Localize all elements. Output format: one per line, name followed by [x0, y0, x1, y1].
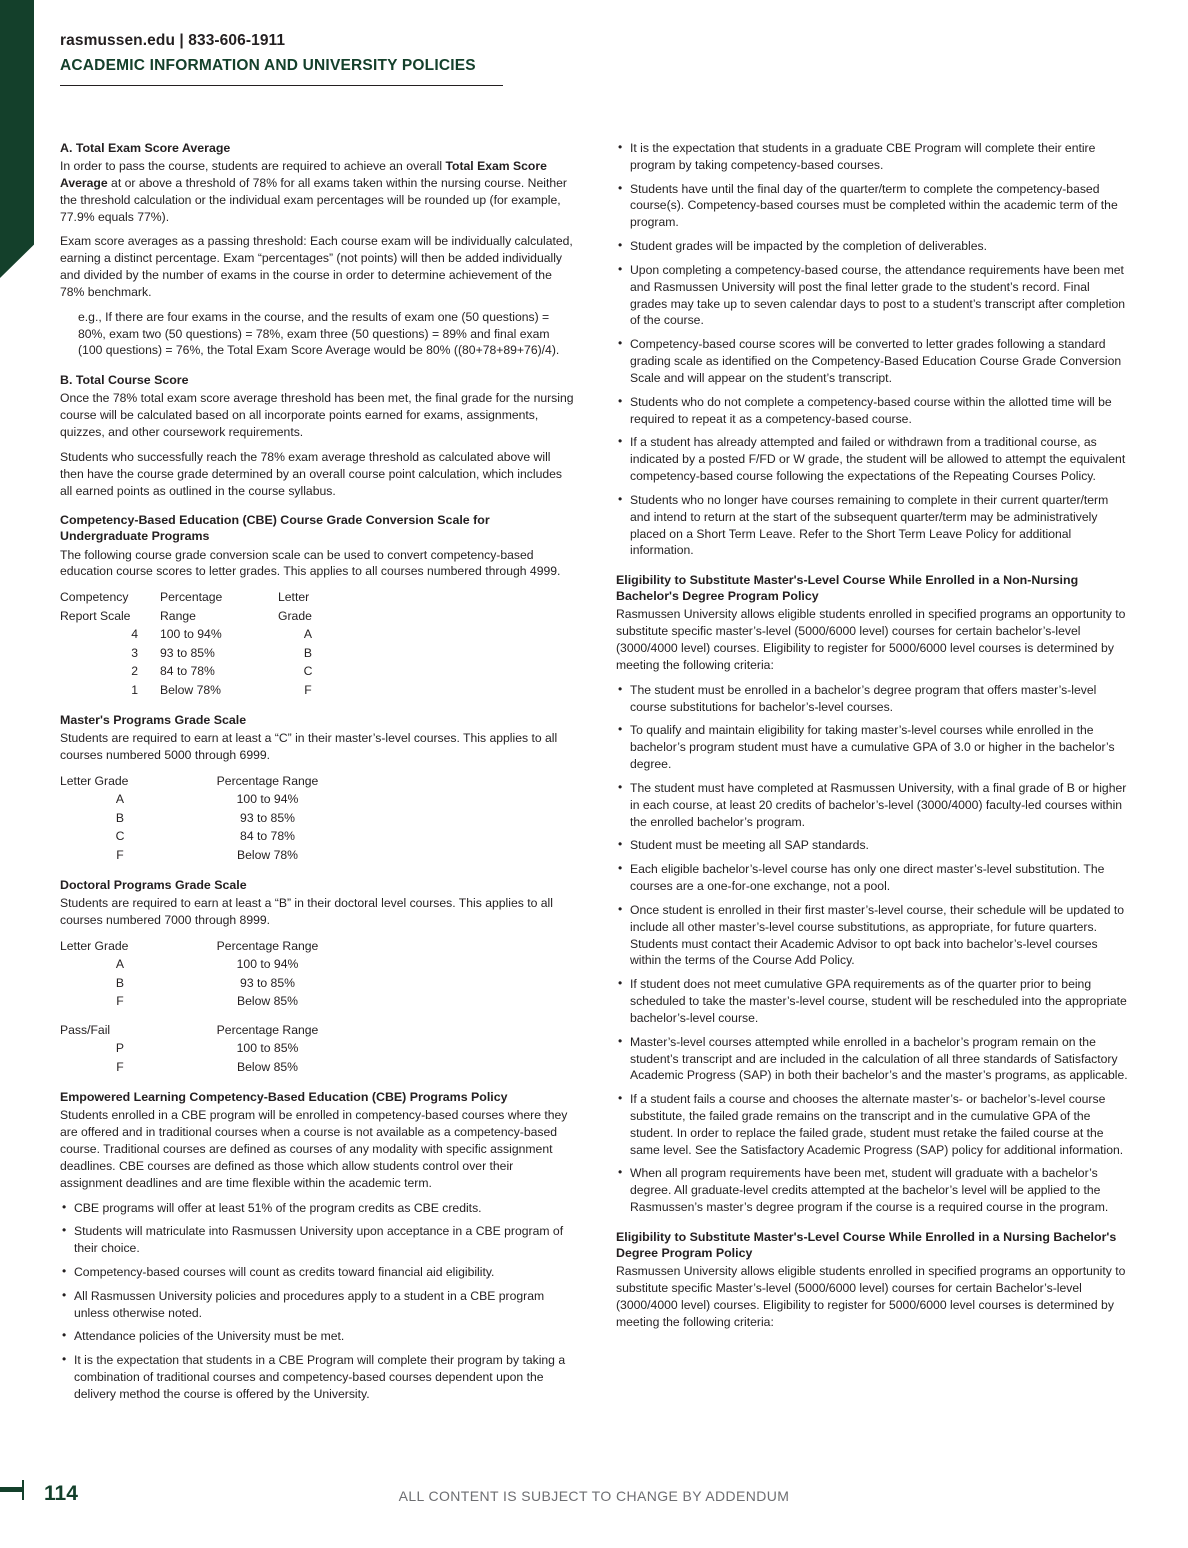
table-row — [60, 1058, 355, 1076]
cell-competency: 1 — [131, 682, 138, 697]
column-header-report-scale: Report Scale — [60, 608, 131, 623]
cell-range: Below 78% — [237, 847, 298, 862]
cell-range: 93 to 85% — [160, 645, 215, 660]
table-cbe-grade-conversion — [60, 588, 338, 699]
list-item: • Student must be meeting all SAP standards. — [616, 837, 1130, 854]
paragraph-exam-threshold — [60, 158, 574, 225]
cell-letter: A — [115, 792, 125, 807]
list-item: • Students who no longer have courses remaining to complete in their current quarter/term and intend to return at the start of the subsequent quarter/term may be administratively placed on a Short Term Leave. Refer to the Short Term Leave Policy for additional information. — [616, 492, 1130, 559]
left-column — [60, 140, 574, 1411]
list-item: • If a student has already attempted and failed or withdrawn from a traditional course, as indicated by a posted F/FD or W grade, the student will be allowed to attempt the equivalent competency-based course following the expectations of the Repeating Courses Policy. — [616, 434, 1130, 484]
list-item: • When all program requirements have been met, student will graduate with a bachelor’s degree. All graduate-level credits attempted at the bachelor’s level will be applied to the Rasmussen’s master’s degree program if the course is a required course in the program. — [616, 1165, 1130, 1215]
decorative-corner-wedge — [0, 0, 34, 278]
paragraph-masters-intro: Students are required to earn at least a “C” in their master’s-level courses. This applies to all courses numbered 5000 through 6999. — [60, 731, 558, 762]
column-header-percentage: Percentage — [160, 590, 223, 605]
list-item: • The student must be enrolled in a bachelor’s degree program that offers master’s-level course substitutions for bachelor’s-level courses. — [616, 682, 1130, 716]
cell-range: 100 to 94% — [160, 627, 222, 642]
paragraph-course-score-2: Students who successfully reach the 78% exam average threshold as calculated above will then have the course grade determined by an overall course point calculation, which includes all earned points as outlined in the course syllabus. — [60, 449, 563, 498]
table-header-row — [60, 772, 355, 790]
paragraph-nursing-intro: Rasmussen University allows eligible students enrolled in specified programs an opportunity to substitute specific Master’s-level (5000/6000 level) courses for certain Bachelor’s-level (3000/4000 level) courses. Eligibility to register for 5000/6000 level courses is determined by meeting the following criteria: — [616, 1264, 1126, 1329]
column-header-range: Range — [160, 608, 196, 623]
section-heading-doctoral-grade-scale: Doctoral Programs Grade Scale — [60, 878, 247, 893]
list-item: • All Rasmussen University policies and procedures apply to a student in a CBE program unless otherwise noted. — [60, 1288, 574, 1322]
cell-range: 100 to 94% — [236, 792, 299, 807]
section-heading-substitute-non-nursing: Eligibility to Substitute Master's-Level Course While Enrolled in a Non-Nursing Bachelor's Degree Program Policy — [616, 573, 1079, 604]
cell-range: 100 to 94% — [236, 957, 299, 972]
header-divider — [60, 85, 503, 86]
cell-letter: F — [116, 994, 124, 1009]
cell-range: 93 to 85% — [240, 810, 295, 825]
page-header — [60, 32, 530, 86]
text-bold-total-exam-score-average: Total Exam Score Average — [60, 159, 547, 190]
text-post: at or above a threshold of 78% for all exams taken within the nursing course. Neither the threshold calculation or the individual exam percentages will be rounded up (for example, 77.9% equals 77%). — [60, 175, 567, 224]
list-item: • Attendance policies of the University must be met. — [60, 1328, 574, 1345]
table-row — [60, 974, 355, 992]
footer-note: ALL CONTENT IS SUBJECT TO CHANGE BY ADDENDUM — [398, 1488, 790, 1504]
table-row — [60, 955, 355, 973]
cell-letter: F — [116, 1059, 124, 1074]
table-row — [60, 846, 355, 864]
table-row — [60, 1039, 355, 1057]
section-heading-total-exam-score-average: A. Total Exam Score Average — [60, 141, 231, 155]
table-row — [60, 662, 338, 680]
text-pre: In order to pass the course, students are required to achieve an overall — [60, 159, 446, 174]
column-header-percentage-range: Percentage Range — [216, 938, 319, 953]
list-item: • Students have until the final day of the quarter/term to complete the competency-based course(s). Competency-based courses must be completed within the academic term of the program. — [616, 181, 1130, 231]
paragraph-course-score-1: Once the 78% total exam score average threshold has been met, the final grade for the nursing course will be calculated based on all incorporate points earned for exams, assignments, quizzes, and other coursework requirements. — [60, 391, 574, 440]
table-header-row-1 — [60, 588, 338, 606]
column-header-letter: Letter — [278, 590, 310, 605]
cell-grade: B — [303, 645, 313, 660]
list-cbe-continued-bullets — [616, 140, 1130, 559]
list-item: • The student must have completed at Rasmussen University, with a final grade of B or higher in each course, at least 20 credits of bachelor’s-level (3000/4000) faculty-led courses within the enrolled bachelor’s program. — [616, 780, 1130, 830]
content-columns — [60, 140, 1130, 1411]
table-row — [60, 644, 338, 662]
cell-range: 84 to 78% — [240, 829, 295, 844]
list-item: • Once student is enrolled in their first master’s-level course, their schedule will be updated to include all other master’s-level course substitutions, as appropriate, for future quarters. Students must contact their Academic Advisor to opt back into bachelor’s-level courses within the terms of the Course Add Policy. — [616, 902, 1130, 969]
column-header-grade: Grade — [278, 608, 312, 623]
cell-letter: B — [115, 975, 125, 990]
list-item: • Each eligible bachelor’s-level course has only one direct master’s-level substitution. The courses are a one-for-one exchange, not a pool. — [616, 861, 1130, 895]
section-heading-cbe-conversion-scale: Competency-Based Education (CBE) Course Grade Conversion Scale for Undergraduate Programs — [60, 513, 490, 544]
page-number: 114 — [44, 1482, 78, 1505]
paragraph-non-nursing-intro: Rasmussen University allows eligible students enrolled in specified programs an opportunity to substitute specific master’s-level (5000/6000 level) courses for certain bachelor’s-level (3000/4000 level) courses. Eligibility to register for 5000/6000 level courses is determined by meeting the following criteria: — [616, 607, 1126, 672]
table-row — [60, 790, 355, 808]
table-row — [60, 809, 355, 827]
list-item: • To qualify and maintain eligibility for taking master’s-level courses while enrolled in the bachelor’s program student must have a cumulative GPA of 3.0 or higher in the bachelor’s degree. — [616, 722, 1130, 772]
table-row — [60, 827, 355, 845]
section-heading-substitute-nursing: Eligibility to Substitute Master's-Level Course While Enrolled in a Nursing Bachelor's Degree Program Policy — [616, 1229, 1117, 1261]
list-item: • Master’s-level courses attempted while enrolled in a bachelor’s program remain on the student’s transcript and are included in the calculation of all three standards of Satisfactory Academic Progress (SAP) in both their bachelor’s and the master’s programs, as applicable. — [616, 1034, 1130, 1084]
example-exam-calculation: e.g., If there are four exams in the course, and the results of exam one (50 questions) = 80%, exam two (50 questions) = 78%, exam three (50 questions) = 89% and final exam (100 questions) = 76%, the Total Exam Score Average would be 80% ((80+78+89+76)/4). — [78, 309, 560, 358]
list-item: • It is the expectation that students in a graduate CBE Program will complete their entire program by taking competency-based courses. — [616, 140, 1130, 174]
table-row — [60, 992, 355, 1010]
table-masters-grade-scale — [60, 772, 355, 864]
column-header-letter-grade: Letter Grade — [60, 938, 129, 953]
list-item: • CBE programs will offer at least 51% of the program credits as CBE credits. — [60, 1200, 574, 1217]
section-heading-total-course-score: B. Total Course Score — [60, 373, 189, 388]
cell-letter: F — [116, 847, 124, 862]
cell-range: Below 85% — [237, 994, 298, 1009]
list-item: • Upon completing a competency-based course, the attendance requirements have been met and Rasmussen University will post the final letter grade to the student’s record. Final grades may take up to seven calendar days to post to a student’s transcript after completion of the course. — [616, 262, 1130, 329]
table-row — [60, 625, 338, 643]
cell-letter: P — [115, 1041, 125, 1056]
paragraph-empowered-intro: Students enrolled in a CBE program will be enrolled in competency-based courses where they are offered and in traditional courses when a course is not available as a competency-based course. Traditional courses are defined as courses of any modality with specific assignment deadlines. CBE courses are defined as those which allow students control over their assignment deadlines and are time flexible within the academic term. — [60, 1108, 568, 1190]
section-heading-masters-grade-scale: Master's Programs Grade Scale — [60, 713, 247, 728]
table-row — [60, 681, 338, 699]
cell-competency: 2 — [131, 664, 138, 679]
paragraph-exam-average-calculation: Exam score averages as a passing threshold: Each course exam will be individually calculated, earning a distinct percentage. Exam “percentages” (not points) will then be added individually and divided by the number of exams in the course in order to determine achievement of the 78% benchmark. — [60, 234, 573, 299]
cell-letter: A — [115, 957, 125, 972]
list-empowered-bullets — [60, 1200, 574, 1403]
paragraph-cbe-conversion-intro: The following course grade conversion scale can be used to convert competency-based education course scores to letter grades. This applies to all courses numbered through 4999. — [60, 547, 561, 579]
cell-range: Below 85% — [237, 1059, 298, 1074]
column-header-percentage-range: Percentage Range — [216, 773, 319, 788]
cell-grade: F — [304, 682, 312, 697]
right-column — [616, 140, 1130, 1411]
cell-grade: A — [303, 627, 313, 642]
list-item: • If student does not meet cumulative GPA requirements as of the quarter prior to being scheduled to take the master’s-level course, student will be rescheduled into the appropriate bachelor’s-level course. — [616, 976, 1130, 1026]
list-item: • Competency-based course scores will be converted to letter grades following a standard grading scale as identified on the Competency-Based Education Course Grade Conversion Scale and will appear on the student’s transcript. — [616, 336, 1130, 386]
list-non-nursing-criteria — [616, 682, 1130, 1216]
list-item: • Students who do not complete a competency-based course within the allotted time will be required to repeat it as a competency-based course. — [616, 394, 1130, 428]
list-item: • It is the expectation that students in a CBE Program will complete their program by taking a combination of traditional courses and competency-based courses dependent upon the delivery method the course is offered by the University. — [60, 1352, 574, 1402]
cell-competency: 3 — [131, 645, 138, 660]
cell-range: 84 to 78% — [160, 664, 215, 679]
column-header-percentage-range: Percentage Range — [216, 1022, 319, 1037]
paragraph-doctoral-intro: Students are required to earn at least a “B” in their doctoral level courses. This applies to all courses numbered 7000 through 8999. — [60, 896, 553, 928]
table-doctoral-pass-fail-scale — [60, 1021, 355, 1076]
header-contact: rasmussen.edu | 833-606-1911 — [60, 32, 286, 49]
table-doctoral-grade-scale — [60, 937, 355, 1011]
page-title: ACADEMIC INFORMATION AND UNIVERSITY POLICIES — [60, 57, 476, 74]
list-item: • Student grades will be impacted by the completion of deliverables. — [616, 238, 1130, 255]
table-header-row-2 — [60, 607, 338, 625]
column-header-letter-grade: Letter Grade — [60, 773, 129, 788]
cell-letter: C — [115, 829, 125, 844]
cell-grade: C — [303, 664, 313, 679]
column-header-pass-fail: Pass/Fail — [60, 1022, 111, 1037]
list-item: • If a student fails a course and chooses the alternate master’s- or bachelor’s-level course substitute, the failed grade remains on the transcript and in the cumulative GPA of the student. In order to replace the failed grade, student must retake the failed course at the same level. See the Satisfactory Academic Progress (SAP) policy for additional information. — [616, 1091, 1130, 1158]
cell-letter: B — [115, 810, 125, 825]
page-footer — [0, 1482, 1188, 1512]
cell-competency: 4 — [131, 627, 138, 642]
list-item: • Students will matriculate into Rasmussen University upon acceptance in a CBE program of their choice. — [60, 1223, 574, 1257]
cell-range: Below 78% — [160, 682, 221, 697]
list-item: • Competency-based courses will count as credits toward financial aid eligibility. — [60, 1264, 574, 1281]
table-header-row — [60, 937, 355, 955]
table-header-row — [60, 1021, 355, 1039]
cell-range: 100 to 85% — [236, 1041, 299, 1056]
column-header-competency: Competency — [60, 590, 129, 605]
cell-range: 93 to 85% — [240, 975, 295, 990]
section-heading-empowered-learning-cbe: Empowered Learning Competency-Based Education (CBE) Programs Policy — [60, 1090, 508, 1105]
